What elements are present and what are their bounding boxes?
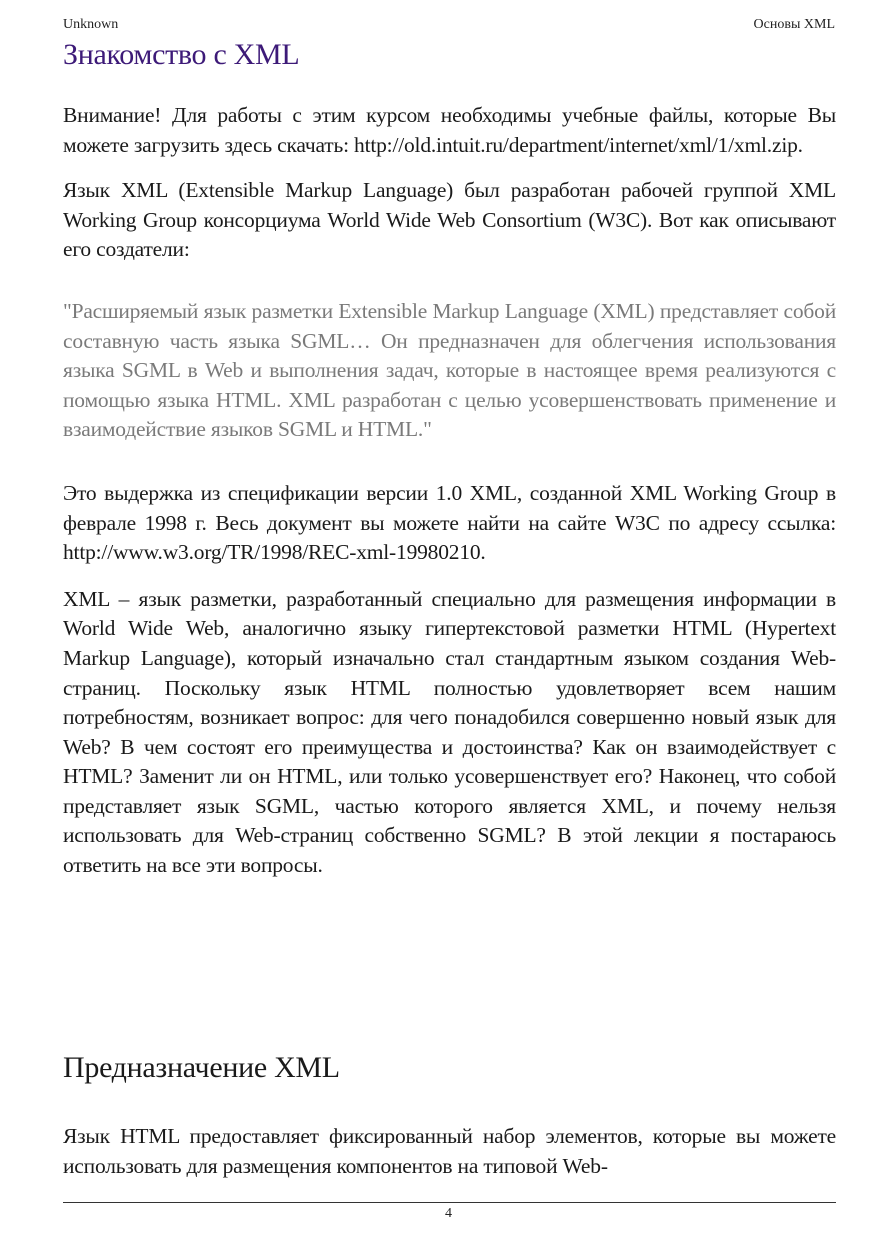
spec-source-paragraph: Это выдержка из спецификации версии 1.0 XML, созданной XML Working Group в феврале 1998 г. Весь документ вы можете найти на сайте W3C по адресу ссылка: http://www.w3.org/TR/1998/REC-xml-19980210.: [63, 480, 836, 565]
running-header-left: Unknown: [63, 17, 119, 32]
footer-divider: [63, 1202, 836, 1203]
spec-quote: "Расширяемый язык разметки Extensible Markup Language (XML) представляет собой составную часть языка SGML… Он предназначен для облегчения использования языка SGML в Web и выполнения задач, которые в настоящее время реализуются с помощью языка HTML. XML разработан с целью усовершенствовать применение и взаимодействие языков SGML и HTML.": [63, 298, 836, 442]
page-title: Знакомство с XML: [63, 38, 300, 71]
main-content: [63, 101, 836, 881]
intro-paragraph: Язык XML (Extensible Markup Language) был разработан рабочей группой XML Working Group консорциума World Wide Web Consortium (W3C). Вот как описывают его создатели:: [63, 178, 836, 262]
section-heading: Предназначение XML: [63, 1051, 340, 1084]
running-header-right: Основы XML: [753, 17, 835, 32]
page-number: 4: [445, 1206, 452, 1221]
xml-overview-paragraph: XML – язык разметки, разработанный специально для размещения информации в World Wide Web, аналогично языку гипертекстовой разметки HTML (Hypertext Markup Language), который изначально стал стандартным языком создания Web-страниц. Поскольку язык HTML полностью удовлетворяет всем нашим потребностям, возникает вопрос: для чего понадобился совершенно новый язык для Web? В чем состоят его преимущества и достоинства? Как он взаимодействует с HTML? Заменит ли он HTML, или только усовершенствует его? Наконец, что собой представляет язык SGML, частью которого является XML, и почему нельзя использовать для Web-страниц собственно SGML? В этой лекции я постараюсь ответить на все эти вопросы.: [63, 586, 836, 878]
notice-paragraph: Внимание! Для работы с этим курсом необходимы учебные файлы, которые Вы можете загрузить здесь скачать: http://old.intuit.ru/department/internet/xml/1/xml.zip.: [63, 103, 836, 157]
section-paragraph: Язык HTML предоставляет фиксированный набор элементов, которые вы можете использовать для размещения компонентов на типовой Web-: [63, 1124, 836, 1178]
